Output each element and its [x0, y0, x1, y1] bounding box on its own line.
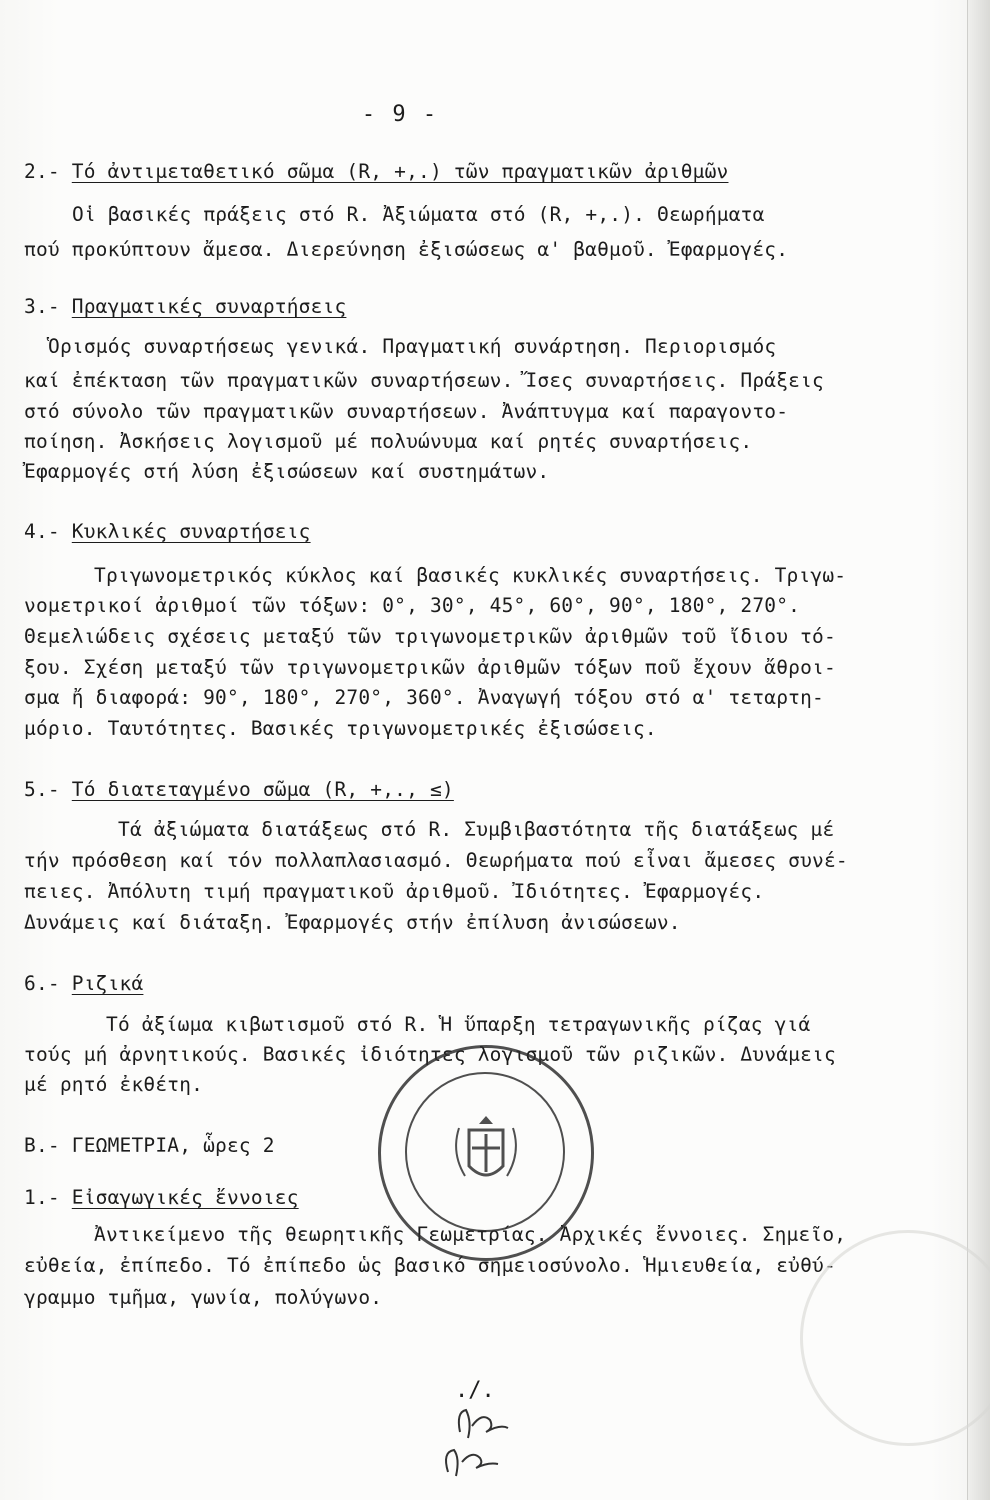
paragraph-line: στό σύνολο τῶν πραγματικῶν συναρτήσεων. Ἀνάπτυγμα καί παραγοντο- — [24, 400, 789, 423]
paragraph-line: Ἀντικείμενο τῆς θεωρητικῆς Γεωμετρίας. Ἀρχικές ἔννοιες. Σημεῖο, — [94, 1223, 847, 1246]
section-title: Ριζικά — [71, 972, 144, 995]
coat-of-arms-icon — [381, 1048, 591, 1258]
section-heading — [24, 520, 311, 543]
section-heading — [24, 778, 454, 801]
paragraph-line: Θεμελιώδεις σχέσεις μεταξύ τῶν τριγωνομετρικῶν ἀριθμῶν τοῦ ἴδιου τό- — [24, 625, 836, 648]
paragraph-line: μόριο. Ταυτότητες. Βασικές τριγωνομετρικές ἐξισώσεις. — [24, 717, 657, 740]
paragraph-line: τούς μή ἀρνητικούς. Βασικές ἰδιότητες λογισμοῦ τῶν ριζικῶν. Δυνάμεις — [24, 1043, 836, 1066]
part-heading: Β.- ΓΕΩΜΕΤΡΙΑ, ὧρες 2 — [24, 1134, 275, 1157]
section-heading — [24, 160, 728, 183]
paragraph-line: σμα ἤ διαφορά: 90°, 180°, 270°, 360°. Ἀναγωγή τόξου στό α' τεταρτη- — [24, 686, 824, 709]
section-number: 5.- — [24, 778, 60, 801]
section-title: Πραγματικές συναρτήσεις — [71, 295, 347, 318]
section-title: Τό ἀντιμεταθετικό σῶμα (R, +,.) τῶν πραγματικῶν ἀριθμῶν — [71, 160, 729, 183]
section-number: 6.- — [24, 972, 60, 995]
paragraph-line: Ἐφαρμογές στή λύση ἐξισώσεων καί συστημάτων. — [24, 460, 550, 483]
paragraph-line: Οἱ βασικές πράξεις στό R. Ἀξιώματα στό (R, +,.). Θεωρήματα — [72, 203, 765, 226]
paragraph-line: ξου. Σχέση μεταξύ τῶν τριγωνομετρικῶν ἀριθμῶν τόξων ποῦ ἔχουν ἄθροι- — [24, 656, 836, 679]
section-number: 3.- — [24, 295, 60, 318]
section-heading — [24, 295, 346, 318]
section-number: 2.- — [24, 160, 60, 183]
paragraph-line: Δυνάμεις καί διάταξη. Ἐφαρμογές στήν ἐπίλυση ἀνισώσεων. — [24, 911, 681, 934]
section-title: Τό διατεταγμένο σῶμα (R, +,., ≤) — [71, 778, 454, 801]
paragraph-line: Τριγωνομετρικός κύκλος καί βασικές κυκλικές συναρτήσεις. Τριγω- — [94, 564, 847, 587]
section-title: Κυκλικές συναρτήσεις — [71, 520, 311, 543]
paragraph-line: καί ἐπέκταση τῶν πραγματικῶν συναρτήσεων. Ἴσες συναρτήσεις. Πράξεις — [24, 369, 824, 392]
paragraph-line: Τό ἀξίωμα κιβωτισμοῦ στό R. Ἡ ὕπαρξη τετραγωνικῆς ρίζας γιά — [106, 1013, 811, 1036]
paragraph-line: μέ ρητό ἐκθέτη. — [24, 1073, 204, 1096]
paragraph-line: γραμμο τμῆμα, γωνία, πολύγωνο. — [24, 1286, 383, 1309]
official-seal-stamp — [378, 1045, 594, 1261]
paragraph-line: Ὁρισμός συναρτήσεως γενικά. Πραγματική συνάρτηση. Περιορισμός — [48, 335, 777, 358]
section-heading — [24, 972, 143, 995]
section-title: Εἰσαγωγικές ἔννοιες — [71, 1186, 299, 1209]
paragraph-line: εὐθεία, ἐπίπεδο. Τό ἐπίπεδο ὡς βασικό σημειοσύνολο. Ἡμιευθεία, εὐθύ- — [24, 1254, 836, 1277]
paragraph-line: νομετρικοί ἀριθμοί τῶν τόξων: 0°, 30°, 45°, 60°, 90°, 180°, 270°. — [24, 594, 801, 617]
section-number: 1.- — [24, 1186, 60, 1209]
page-number: - 9 - — [361, 102, 439, 127]
paragraph-line: τήν πρόσθεση καί τόν πολλαπλασιασμό. Θεωρήματα πού εἶναι ἄμεσες συνέ- — [24, 849, 848, 872]
paragraph-line: ποίηση. Ἀσκήσεις λογισμοῦ μέ πολυώνυμα καί ρητές συναρτήσεις. — [24, 430, 753, 453]
handwritten-initials — [408, 1392, 538, 1492]
continuation-mark: ./. — [455, 1378, 495, 1403]
section-heading — [24, 1186, 299, 1209]
paragraph-line: Τά ἀξιώματα διατάξεως στό R. Συμβιβαστότητα τῆς διατάξεως μέ — [118, 818, 835, 841]
section-number: 4.- — [24, 520, 60, 543]
paragraph-line: πού προκύπτουν ἄμεσα. Διερεύνηση ἐξισώσεως α' βαθμοῦ. Ἐφαρμογές. — [24, 238, 789, 261]
paragraph-line: πειες. Ἀπόλυτη τιμή πραγματικοῦ ἀριθμοῦ. Ἰδιότητες. Ἐφαρμογές. — [24, 880, 765, 903]
